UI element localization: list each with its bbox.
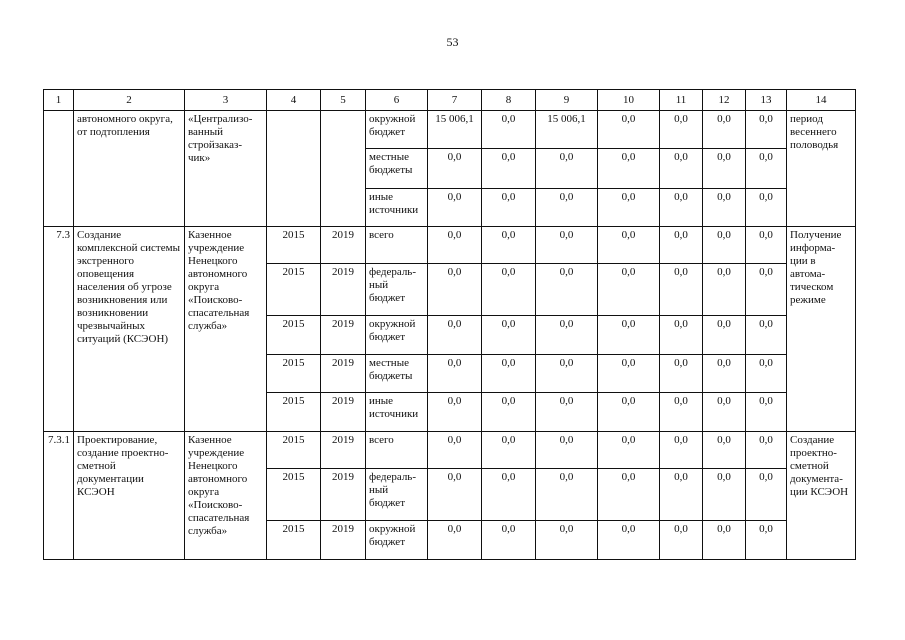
page-number: 53: [446, 35, 459, 49]
value-col-7: 0,0: [428, 355, 482, 393]
funding-source: федераль-ный бюджет: [366, 469, 428, 521]
value-col-11: 0,0: [660, 393, 703, 432]
column-header-12: 12: [703, 90, 746, 111]
value-col-10: 0,0: [598, 227, 660, 264]
value-col-10: 0,0: [598, 149, 660, 189]
value-col-13: 0,0: [746, 149, 787, 189]
year-end: 2019: [321, 393, 366, 432]
funding-source: иные источники: [366, 393, 428, 432]
year-start: 2015: [267, 227, 321, 264]
value-col-9: 0,0: [536, 189, 598, 227]
value-col-10: 0,0: [598, 111, 660, 149]
year-end: 2019: [321, 355, 366, 393]
item-name: Проектирование, создание проектно-сметной документации КСЭОН: [74, 432, 185, 560]
value-col-11: 0,0: [660, 469, 703, 521]
year-start: 2015: [267, 469, 321, 521]
value-col-7: 0,0: [428, 432, 482, 469]
year-start: 2015: [267, 432, 321, 469]
value-col-12: 0,0: [703, 227, 746, 264]
value-col-9: 0,0: [536, 432, 598, 469]
column-header-10: 10: [598, 90, 660, 111]
year-end: 2019: [321, 521, 366, 560]
year-start: 2015: [267, 355, 321, 393]
item-number: 7.3: [44, 227, 74, 432]
item-number: [44, 111, 74, 227]
value-col-12: 0,0: [703, 264, 746, 316]
table-body: [44, 90, 856, 560]
value-col-13: 0,0: [746, 189, 787, 227]
budget-table: [43, 89, 856, 560]
table-row: [44, 227, 856, 264]
item-executor: Казенное учреждение Ненецкого автономного округа «Поисково-спасательная служба»: [185, 227, 267, 432]
value-col-10: 0,0: [598, 432, 660, 469]
value-col-7: 15 006,1: [428, 111, 482, 149]
year-start: [267, 111, 321, 227]
value-col-11: 0,0: [660, 111, 703, 149]
item-note: Получение информа-ции в автома-тическом режиме: [787, 227, 856, 432]
value-col-9: 0,0: [536, 264, 598, 316]
column-header-13: 13: [746, 90, 787, 111]
column-header-7: 7: [428, 90, 482, 111]
column-header-6: 6: [366, 90, 428, 111]
value-col-12: 0,0: [703, 316, 746, 355]
funding-source: иные источники: [366, 189, 428, 227]
funding-source: местные бюджеты: [366, 149, 428, 189]
value-col-8: 0,0: [482, 521, 536, 560]
value-col-8: 0,0: [482, 432, 536, 469]
value-col-12: 0,0: [703, 521, 746, 560]
value-col-9: 0,0: [536, 355, 598, 393]
value-col-9: 0,0: [536, 521, 598, 560]
value-col-11: 0,0: [660, 432, 703, 469]
value-col-7: 0,0: [428, 469, 482, 521]
funding-source: окружной бюджет: [366, 521, 428, 560]
column-header-1: 1: [44, 90, 74, 111]
value-col-12: 0,0: [703, 111, 746, 149]
value-col-7: 0,0: [428, 227, 482, 264]
value-col-10: 0,0: [598, 189, 660, 227]
year-end: [321, 111, 366, 227]
value-col-8: 0,0: [482, 189, 536, 227]
value-col-11: 0,0: [660, 355, 703, 393]
value-col-8: 0,0: [482, 469, 536, 521]
funding-source: окружной бюджет: [366, 111, 428, 149]
value-col-8: 0,0: [482, 393, 536, 432]
value-col-9: 0,0: [536, 469, 598, 521]
value-col-8: 0,0: [482, 111, 536, 149]
value-col-9: 0,0: [536, 227, 598, 264]
value-col-10: 0,0: [598, 469, 660, 521]
item-executor: «Централизо-ванный стройзаказ-чик»: [185, 111, 267, 227]
value-col-9: 15 006,1: [536, 111, 598, 149]
column-header-14: 14: [787, 90, 856, 111]
table-row: [44, 432, 856, 469]
value-col-10: 0,0: [598, 264, 660, 316]
funding-source: всего: [366, 432, 428, 469]
year-end: 2019: [321, 227, 366, 264]
value-col-7: 0,0: [428, 393, 482, 432]
year-start: 2015: [267, 393, 321, 432]
value-col-11: 0,0: [660, 149, 703, 189]
year-start: 2015: [267, 264, 321, 316]
value-col-10: 0,0: [598, 393, 660, 432]
value-col-13: 0,0: [746, 432, 787, 469]
value-col-7: 0,0: [428, 189, 482, 227]
value-col-12: 0,0: [703, 432, 746, 469]
value-col-10: 0,0: [598, 316, 660, 355]
value-col-8: 0,0: [482, 355, 536, 393]
value-col-13: 0,0: [746, 521, 787, 560]
year-start: 2015: [267, 521, 321, 560]
item-number: 7.3.1: [44, 432, 74, 560]
year-start: 2015: [267, 316, 321, 355]
value-col-7: 0,0: [428, 316, 482, 355]
table-row: [44, 111, 856, 149]
year-end: 2019: [321, 432, 366, 469]
column-header-2: 2: [74, 90, 185, 111]
item-name: автономного округа, от подтопления: [74, 111, 185, 227]
item-executor: Казенное учреждение Ненецкого автономного округа «Поисково-спасательная служба»: [185, 432, 267, 560]
year-end: 2019: [321, 264, 366, 316]
column-header-9: 9: [536, 90, 598, 111]
column-header-3: 3: [185, 90, 267, 111]
value-col-8: 0,0: [482, 264, 536, 316]
item-note: период весеннего половодья: [787, 111, 856, 227]
value-col-13: 0,0: [746, 264, 787, 316]
value-col-13: 0,0: [746, 316, 787, 355]
value-col-13: 0,0: [746, 393, 787, 432]
value-col-13: 0,0: [746, 227, 787, 264]
value-col-12: 0,0: [703, 189, 746, 227]
value-col-7: 0,0: [428, 264, 482, 316]
value-col-11: 0,0: [660, 264, 703, 316]
value-col-8: 0,0: [482, 227, 536, 264]
value-col-10: 0,0: [598, 521, 660, 560]
value-col-12: 0,0: [703, 393, 746, 432]
value-col-11: 0,0: [660, 227, 703, 264]
funding-source: всего: [366, 227, 428, 264]
value-col-9: 0,0: [536, 393, 598, 432]
value-col-13: 0,0: [746, 355, 787, 393]
value-col-11: 0,0: [660, 189, 703, 227]
funding-source: окружной бюджет: [366, 316, 428, 355]
value-col-11: 0,0: [660, 316, 703, 355]
year-end: 2019: [321, 469, 366, 521]
column-header-8: 8: [482, 90, 536, 111]
value-col-10: 0,0: [598, 355, 660, 393]
funding-source: федераль-ный бюджет: [366, 264, 428, 316]
value-col-9: 0,0: [536, 149, 598, 189]
value-col-12: 0,0: [703, 149, 746, 189]
item-name: Создание комплексной системы экстренного оповещения населения об угрозе возникновения или возникновении чрезвычайных ситуаций (КСЭОН): [74, 227, 185, 432]
column-header-5: 5: [321, 90, 366, 111]
value-col-9: 0,0: [536, 316, 598, 355]
value-col-7: 0,0: [428, 149, 482, 189]
value-col-12: 0,0: [703, 469, 746, 521]
column-header-11: 11: [660, 90, 703, 111]
funding-source: местные бюджеты: [366, 355, 428, 393]
item-note: Создание проектно-сметной документа-ции КСЭОН: [787, 432, 856, 560]
value-col-13: 0,0: [746, 111, 787, 149]
value-col-8: 0,0: [482, 316, 536, 355]
value-col-12: 0,0: [703, 355, 746, 393]
value-col-13: 0,0: [746, 469, 787, 521]
value-col-7: 0,0: [428, 521, 482, 560]
header-row: [44, 90, 856, 111]
year-end: 2019: [321, 316, 366, 355]
value-col-11: 0,0: [660, 521, 703, 560]
column-header-4: 4: [267, 90, 321, 111]
value-col-8: 0,0: [482, 149, 536, 189]
